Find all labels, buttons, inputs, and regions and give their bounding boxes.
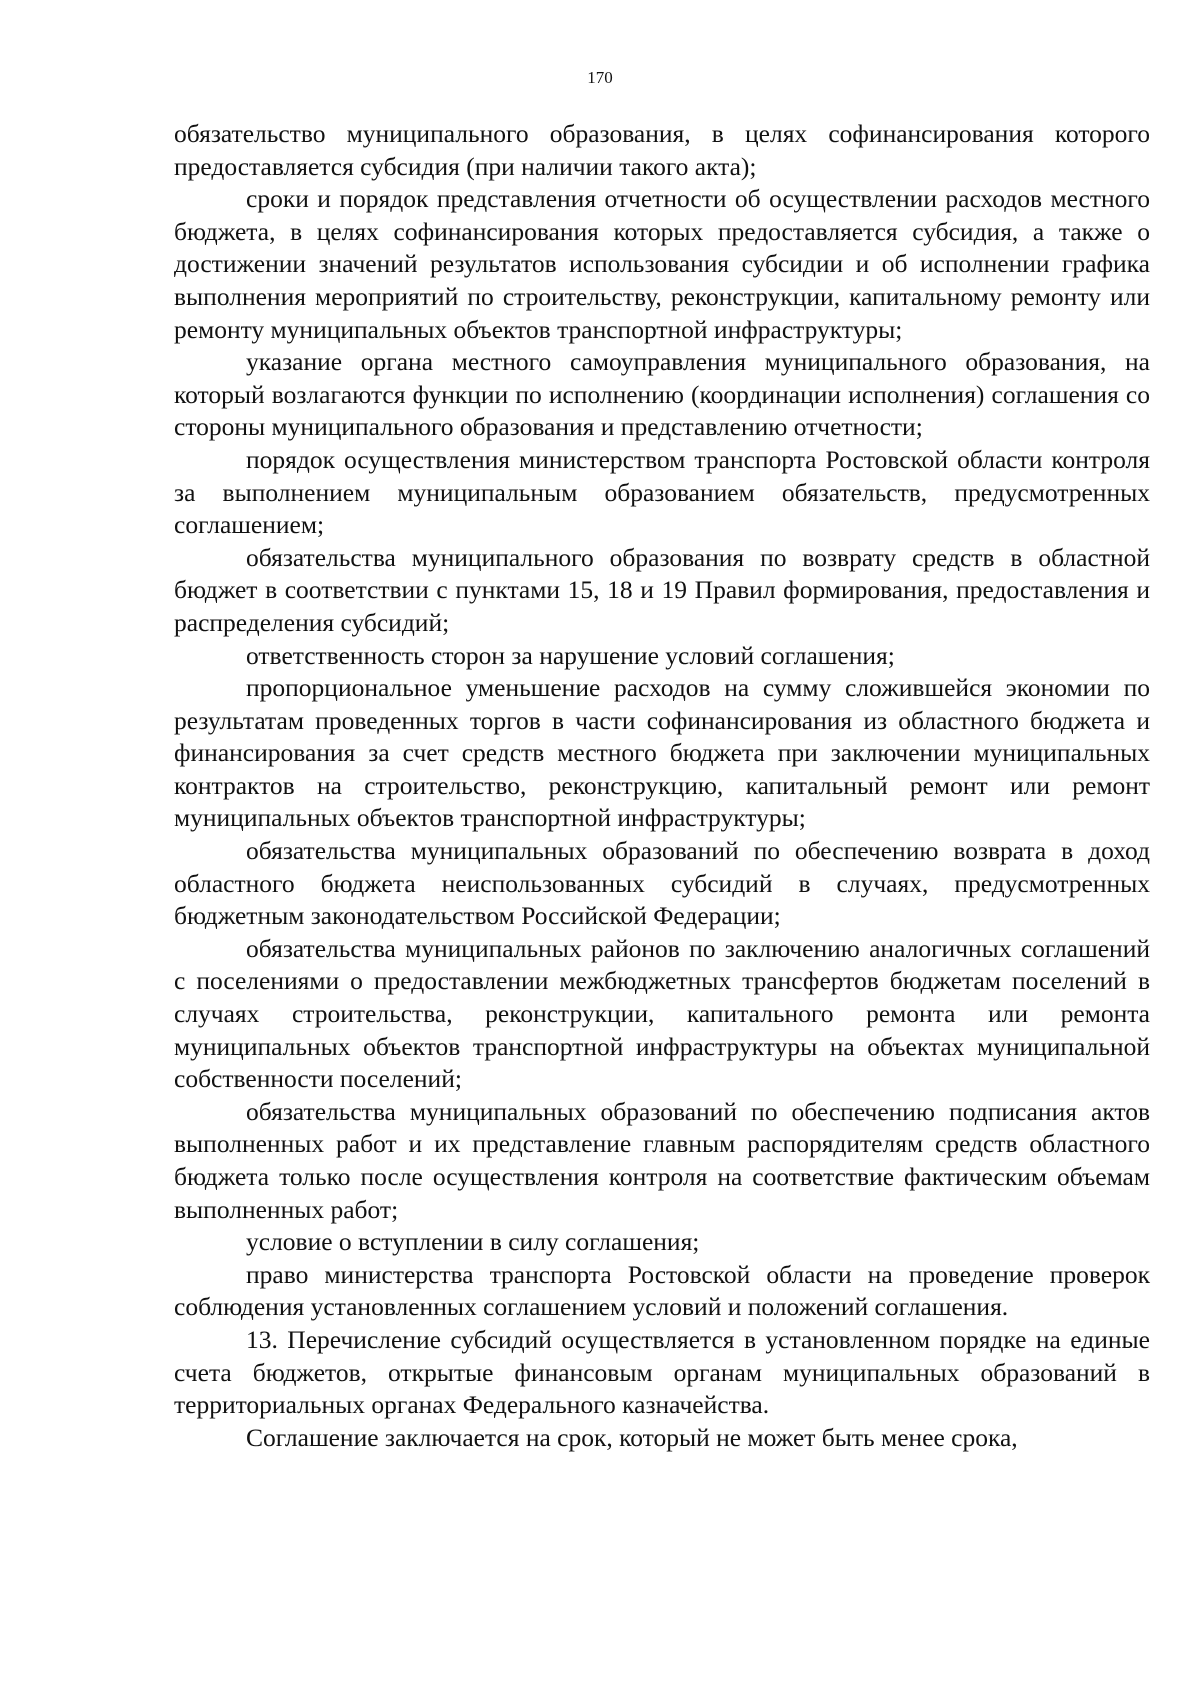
paragraph-section-13: 13. Перечисление субсидий осуществляется в установленном порядке на единые счета бюджетов, открытые финансовым органам муниципальных образований в территориальных органах Федерального казначейства. <box>174 1324 1150 1420</box>
paragraph: обязательство муниципального образования, в целях софинансирования которого предоставляется субсидия (при наличии такого акта); <box>174 119 1150 181</box>
paragraph: пропорциональное уменьшение расходов на сумму сложившейся экономии по результатам проведенных торгов в части софинансирования из областного бюджета и финансирования за счет средств местного бюджета при заключении муниципальных контрактов на строительство, реконструкцию, капитальный ремонт или ремонт муниципальных объектов транспортной инфраструктуры; <box>174 673 1150 833</box>
paragraph: сроки и порядок представления отчетности об осуществлении расходов местного бюджета, в целях софинансирования которых предоставляется субсидия, а также о достижении значений результатов использования субсидии и об исполнении графика выполнения мероприятий по строительству, реконструкции, капитальному ремонту или ремонту муниципальных объектов транспортной инфраструктуры; <box>174 184 1150 344</box>
paragraph: обязательства муниципального образования по возврату средств в областной бюджет в соответствии с пунктами 15, 18 и 19 Правил формирования, предоставления и распределения субсидий; <box>174 542 1150 637</box>
page-number: 170 <box>587 68 613 87</box>
paragraph: указание органа местного самоуправления муниципального образования, на который возлагаются функции по исполнению (координации исполнения) соглашения со стороны муниципального образования и представлению отчетности; <box>174 347 1150 442</box>
document-body <box>174 118 1150 1454</box>
paragraph: условие о вступлении в силу соглашения; <box>246 1227 700 1257</box>
paragraph: обязательства муниципальных образований по обеспечению подписания актов выполненных работ и их представление главным распорядителям средств областного бюджета только после осуществления контроля на соответствие фактическим объемам выполненных работ; <box>174 1096 1150 1224</box>
paragraph: право министерства транспорта Ростовской области на проведение проверок соблюдения установленных соглашением условий и положений соглашения. <box>174 1259 1150 1322</box>
paragraph: обязательства муниципальных районов по заключению аналогичных соглашений с поселениями о предоставлении межбюджетных трансфертов бюджетам поселений в случаях строительства, реконструкции, капитального ремонта или ремонта муниципальных объектов транспортной инфраструктуры на объектах муниципальной собственности поселений; <box>174 933 1150 1094</box>
paragraph: обязательства муниципальных образований по обеспечению возврата в доход областного бюджета неиспользованных субсидий в случаях, предусмотренных бюджетным законодательством Российской Федерации; <box>174 836 1150 931</box>
paragraph: порядок осуществления министерством транспорта Ростовской области контроля за выполнением муниципальным образованием обязательств, предусмотренных соглашением; <box>174 444 1150 540</box>
paragraph: ответственность сторон за нарушение условий соглашения; <box>246 640 895 670</box>
paragraph: Соглашение заключается на срок, который не может быть менее срока, <box>246 1422 1018 1452</box>
